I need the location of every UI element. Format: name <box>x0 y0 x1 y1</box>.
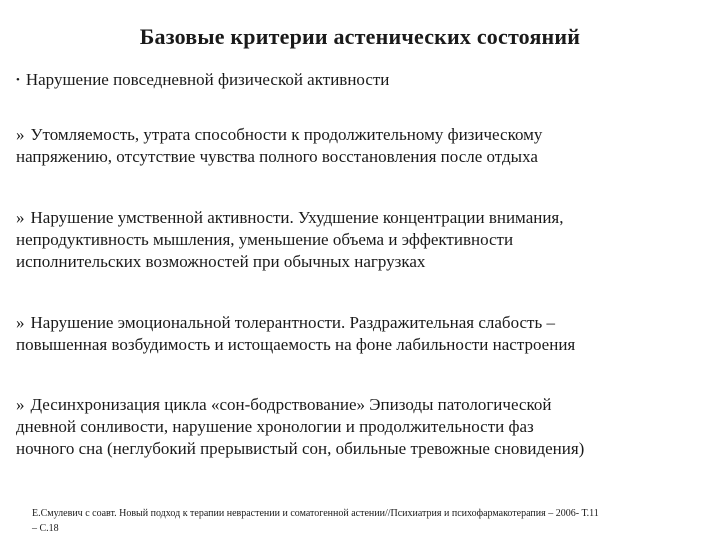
criterion-line: дневной сонливости, нарушение хронологии и продолжительности фаз <box>16 417 534 436</box>
criterion-line: напряжению, отсутствие чувства полного восстановления после отдыха <box>16 147 538 166</box>
reference-line: Е.Смулевич с соавт. Новый подход к терапии неврастении и соматогенной астении//Психиатрия и психофармакотерапия – 2006- Т.11 <box>32 508 599 519</box>
chevron-marker: » <box>16 313 25 332</box>
criterion-text: Нарушение эмоциональной толерантности. Раздражительная слабость – <box>30 313 555 332</box>
criterion-line <box>16 207 706 229</box>
criterion-line <box>16 312 706 334</box>
lead-text: Нарушение повседневной физической активности <box>25 70 390 89</box>
criterion-line <box>16 124 706 146</box>
lead-bullet-item <box>16 70 389 90</box>
bullet-dot: • <box>16 74 20 86</box>
criterion-line <box>16 394 706 416</box>
criterion-text: Утомляемость, утрата способности к продолжительному физическому <box>30 125 543 144</box>
criterion-item-sleep <box>16 394 706 460</box>
criterion-line: непродуктивность мышления, уменьшение объема и эффективности <box>16 230 514 249</box>
criterion-line: ночного сна (неглубокий прерывистый сон, обильные тревожные сновидения) <box>16 439 585 458</box>
criterion-line: исполнительских возможностей при обычных нагрузках <box>16 252 426 271</box>
criterion-text: Нарушение умственной активности. Ухудшение концентрации внимания, <box>30 208 564 227</box>
criterion-line: повышенная возбудимость и истощаемость на фоне лабильности настроения <box>16 335 576 354</box>
criterion-text: Десинхронизация цикла «сон-бодрствование» Эпизоды патологической <box>30 395 552 414</box>
chevron-marker: » <box>16 125 25 144</box>
criterion-item-mental <box>16 207 706 273</box>
chevron-marker: » <box>16 208 25 227</box>
criterion-item-emotional <box>16 312 706 356</box>
criterion-item-fatigue <box>16 124 706 168</box>
reference-line: – С.18 <box>32 523 59 534</box>
chevron-marker: » <box>16 395 25 414</box>
reference-footnote <box>32 506 720 536</box>
slide-title: Базовые критерии астенических состояний <box>139 24 581 49</box>
